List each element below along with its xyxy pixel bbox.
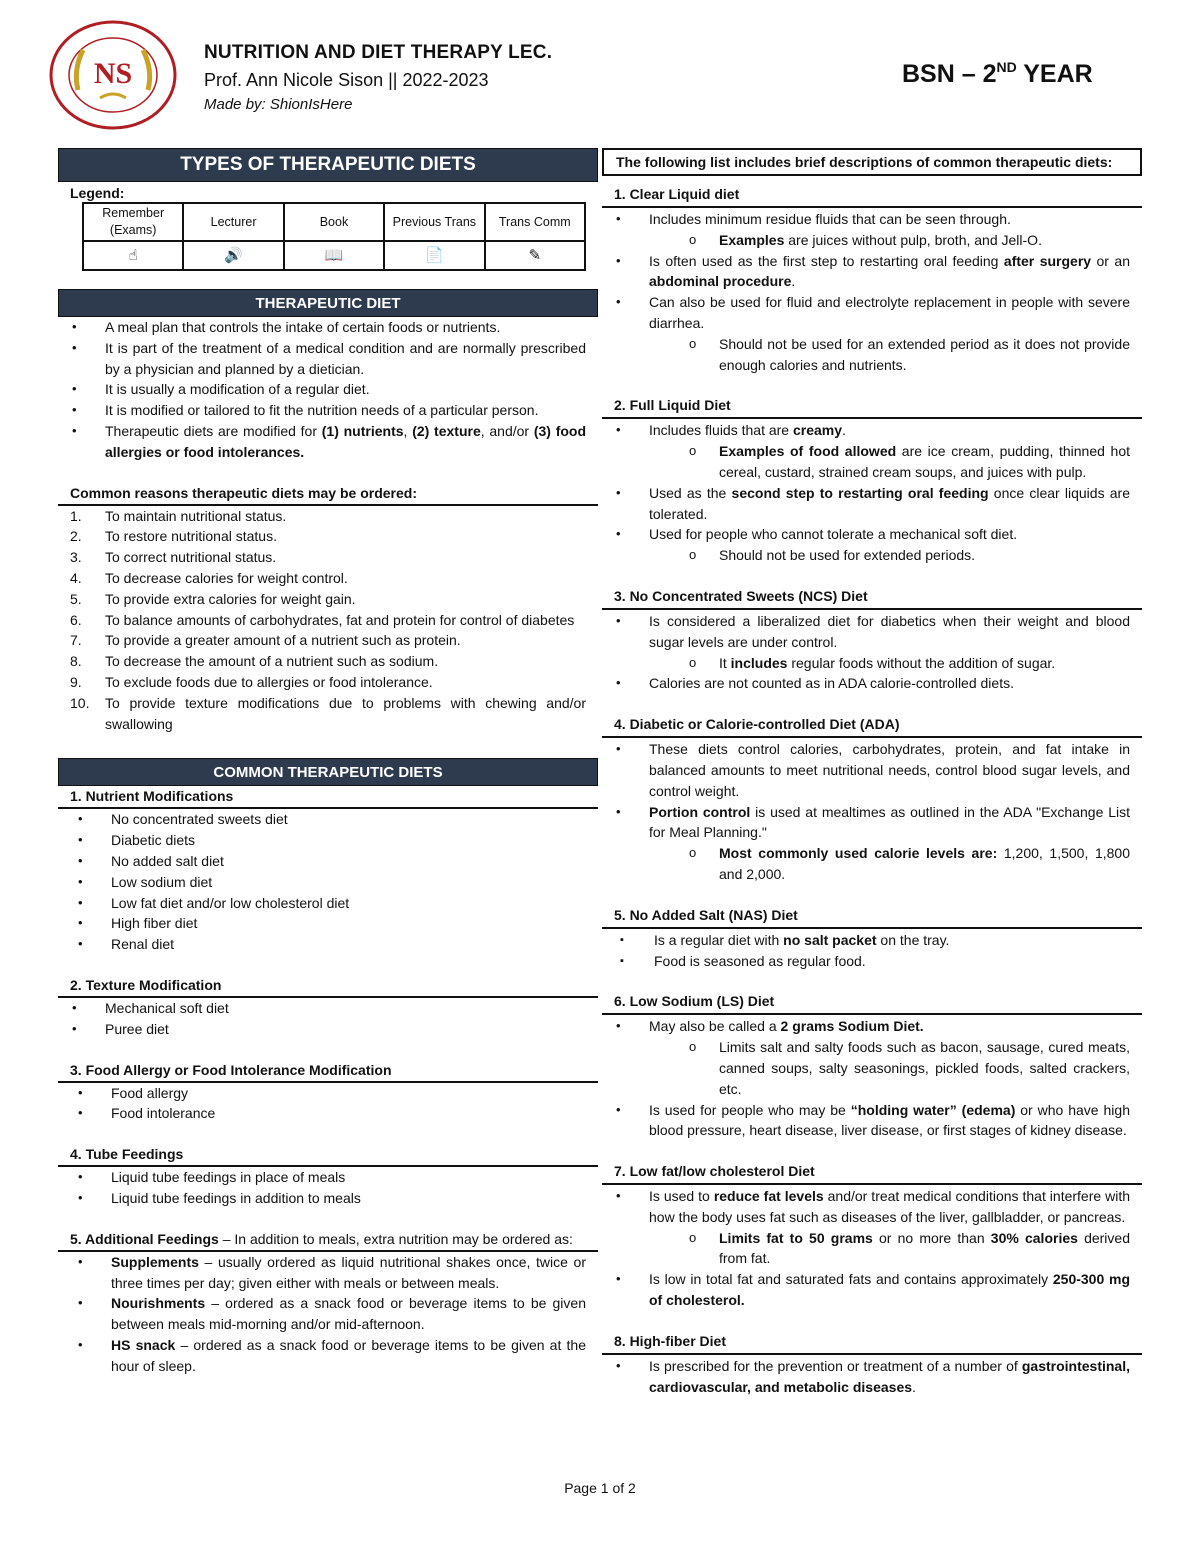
page-number: Page 1 of 2 (564, 1480, 636, 1496)
legend-lecturer: Lecturer (183, 203, 283, 241)
list-item: 10. To provide texture modifications due to problems with chewing and/or swallowing (70, 694, 586, 732)
list-item: o Limits salt and salty foods such as bacon, sausage, cured meats, canned soups, salty seasonings, pickled foods, salted crackers, etc. (602, 1037, 1142, 1099)
list-item: • Is used for people who may be “holding water” (edema) or who have high blood pressure, heart disease, liver disease, or first stages of kidney disease. (602, 1100, 1142, 1142)
list-item: • Calories are not counted as in ADA calorie-controlled diets. (602, 673, 1142, 694)
list-item: • Is considered a liberalized diet for diabetics when their weight and blood sugar levels are under control. (602, 611, 1142, 653)
list-item: 5. To provide extra calories for weight gain. (70, 590, 356, 607)
list-item: 6. To balance amounts of carbohydrates, fat and protein for control of diabetes (70, 611, 575, 628)
additional-list (58, 1252, 598, 1377)
nas-heading: 5. No Added Salt (NAS) Diet (602, 905, 1142, 929)
texture-list (58, 998, 598, 1040)
reasons-heading: Common reasons therapeutic diets may be ordered: (58, 483, 598, 506)
course-title: NUTRITION AND DIET THERAPY LEC. (204, 42, 553, 63)
list-item: 3. To correct nutritional status. (70, 549, 277, 566)
additional-heading: 5. Additional Feedings – In addition to meals, extra nutrition may be ordered as: (58, 1229, 598, 1252)
list-item: • Is prescribed for the prevention or treatment of a number of gastrointestinal, cardiovascular, and metabolic diseases. (602, 1356, 1142, 1398)
list-item: • Therapeutic diets are modified for (1) nutrients, (2) texture, and/or (3) food allergies or food intolerances. (58, 421, 598, 463)
legend-label: Legend: (70, 185, 125, 201)
list-item: ▪ Is a regular diet with no salt packet on the tray. (602, 930, 1142, 951)
list-item: 9. To exclude foods due to allergies or food intolerance. (70, 673, 433, 690)
nutrient-list (58, 809, 598, 955)
speaker-icon: 🔊 (183, 241, 283, 270)
list-item: • Food intolerance (58, 1103, 598, 1124)
list-item: • No concentrated sweets diet (58, 809, 598, 830)
intro-box: The following list includes brief descriptions of common therapeutic diets: (602, 148, 1142, 176)
list-item: • Nourishments – ordered as a snack food or beverage items to be given between meals mid-morning and/or mid-afternoon. (58, 1293, 598, 1335)
list-item: 1. To maintain nutritional status. (70, 507, 287, 524)
list-item: 8. To decrease the amount of a nutrient such as sodium. (70, 653, 439, 670)
logo-text: NS (93, 57, 133, 90)
list-item: o Should not be used for an extended period as it does not provide enough calories and nutrients. (602, 334, 1142, 376)
list-item: • Renal diet (58, 934, 598, 955)
list-item: 2. To restore nutritional status. (70, 528, 277, 545)
types-banner: TYPES OF THERAPEUTIC DIETS (58, 148, 598, 182)
low-sodium-heading: 6. Low Sodium (LS) Diet (602, 991, 1142, 1015)
legend-previous-trans: Previous Trans (384, 203, 484, 241)
list-item: • Liquid tube feedings in place of meals (58, 1167, 598, 1188)
list-item: • Used for people who cannot tolerate a mechanical soft diet. (602, 524, 1142, 545)
list-item: • Includes fluids that are creamy. (602, 420, 1142, 441)
allergy-heading: 3. Food Allergy or Food Intolerance Modification (58, 1060, 598, 1083)
list-item: o Examples of food allowed are ice cream, pudding, thinned hot cereal, custard, strained cream soups, and juices with pulp. (602, 441, 1142, 483)
tube-heading: 4. Tube Feedings (58, 1144, 598, 1167)
list-item: • Supplements – usually ordered as liquid nutritional shakes once, twice or three times per day; given either with meals or between meals. (58, 1252, 598, 1294)
list-item: o Examples are juices without pulp, broth, and Jell-O. (602, 230, 1142, 251)
pointing-finger-icon: ☝ (83, 241, 183, 270)
list-item: o It includes regular foods without the addition of sugar. (602, 653, 1142, 674)
list-item: 7. To provide a greater amount of a nutrient such as protein. (70, 632, 461, 649)
list-item: • Can also be used for fluid and electrolyte replacement in people with severe diarrhea. (602, 292, 1142, 334)
legend-table (82, 202, 586, 271)
list-item: • Is low in total fat and saturated fats and contains approximately 250-300 mg of cholesterol. (602, 1269, 1142, 1311)
right-column (602, 148, 1142, 1397)
document-icon: 📄 (384, 241, 484, 270)
list-item: 4. To decrease calories for weight control. (70, 569, 348, 586)
clear-liquid-list (602, 209, 1142, 230)
therapeutic-list (58, 317, 598, 463)
list-item: o Should not be used for extended periods. (602, 545, 1142, 566)
list-item: • Low fat diet and/or low cholesterol diet (58, 893, 598, 914)
list-item: • Is often used as the first step to restarting oral feeding after surgery or an abdominal procedure. (602, 251, 1142, 293)
list-item: • Is used to reduce fat levels and/or treat medical conditions that interfere with how the body uses fat such as diseases of the liver, gallbladder, or pancreas. (602, 1186, 1142, 1228)
ada-heading: 4. Diabetic or Calorie-controlled Diet (ADA) (602, 714, 1142, 738)
college-logo (48, 20, 178, 130)
tube-list (58, 1167, 598, 1209)
list-item: • Food allergy (58, 1083, 598, 1104)
list-item: • May also be called a 2 grams Sodium Diet. (602, 1016, 1142, 1037)
list-item: • High fiber diet (58, 913, 598, 934)
low-fat-heading: 7. Low fat/low cholesterol Diet (602, 1161, 1142, 1185)
full-liquid-heading: 2. Full Liquid Diet (602, 395, 1142, 419)
allergy-list (58, 1083, 598, 1125)
ncs-heading: 3. No Concentrated Sweets (NCS) Diet (602, 586, 1142, 610)
therapeutic-diet-banner: THERAPEUTIC DIET (58, 289, 598, 317)
left-column (58, 148, 598, 1376)
list-item: ▪ Food is seasoned as regular food. (602, 951, 1142, 972)
list-item: • It is modified or tailored to fit the nutrition needs of a particular person. (58, 400, 598, 421)
list-item: • Includes minimum residue fluids that can be seen through. (602, 209, 1142, 230)
list-item: • Portion control is used at mealtimes as outlined in the ADA "Exchange List for Meal Planning." (602, 802, 1142, 844)
common-diets-banner: COMMON THERAPEUTIC DIETS (58, 758, 598, 786)
legend-trans-comm: Trans Comm (485, 203, 585, 241)
nutrient-heading: 1. Nutrient Modifications (58, 786, 598, 809)
book-icon: 📖 (284, 241, 384, 270)
list-item: • Diabetic diets (58, 830, 598, 851)
professor-line: Prof. Ann Nicole Sison || 2022-2023 (204, 70, 489, 90)
texture-heading: 2. Texture Modification (58, 975, 598, 998)
legend-book: Book (284, 203, 384, 241)
list-item: • It is usually a modification of a regular diet. (58, 379, 598, 400)
list-item: • Liquid tube feedings in addition to meals (58, 1188, 598, 1209)
list-item: • These diets control calories, carbohydrates, protein, and fat intake in balanced amounts to meet nutritional needs, control blood sugar levels, and control weight. (602, 739, 1142, 801)
list-item: • HS snack – ordered as a snack food or beverage items to be given at the hour of sleep. (58, 1335, 598, 1377)
high-fiber-heading: 8. High-fiber Diet (602, 1331, 1142, 1355)
made-by: Made by: ShionIsHere (204, 96, 353, 113)
list-item: • It is part of the treatment of a medical condition and are normally prescribed by a physician and planned by a dietician. (58, 338, 598, 380)
reasons-list (58, 506, 598, 735)
year-label: BSN – 2ND YEAR (902, 59, 1093, 88)
list-item: • No added salt diet (58, 851, 598, 872)
pencil-icon: ✎ (485, 241, 585, 270)
list-item: • Low sodium diet (58, 872, 598, 893)
list-item: o Limits fat to 50 grams or no more than 30% calories derived from fat. (602, 1228, 1142, 1270)
list-item: • Mechanical soft diet (58, 998, 598, 1019)
list-item: o Most commonly used calorie levels are: 1,200, 1,500, 1,800 and 2,000. (602, 843, 1142, 885)
list-item: • Puree diet (58, 1019, 598, 1040)
list-item: • Used as the second step to restarting oral feeding once clear liquids are tolerated. (602, 483, 1142, 525)
list-item: • A meal plan that controls the intake of certain foods or nutrients. (58, 317, 598, 338)
legend-remember: Remember (Exams) (83, 203, 183, 241)
clear-liquid-heading: 1. Clear Liquid diet (602, 184, 1142, 208)
